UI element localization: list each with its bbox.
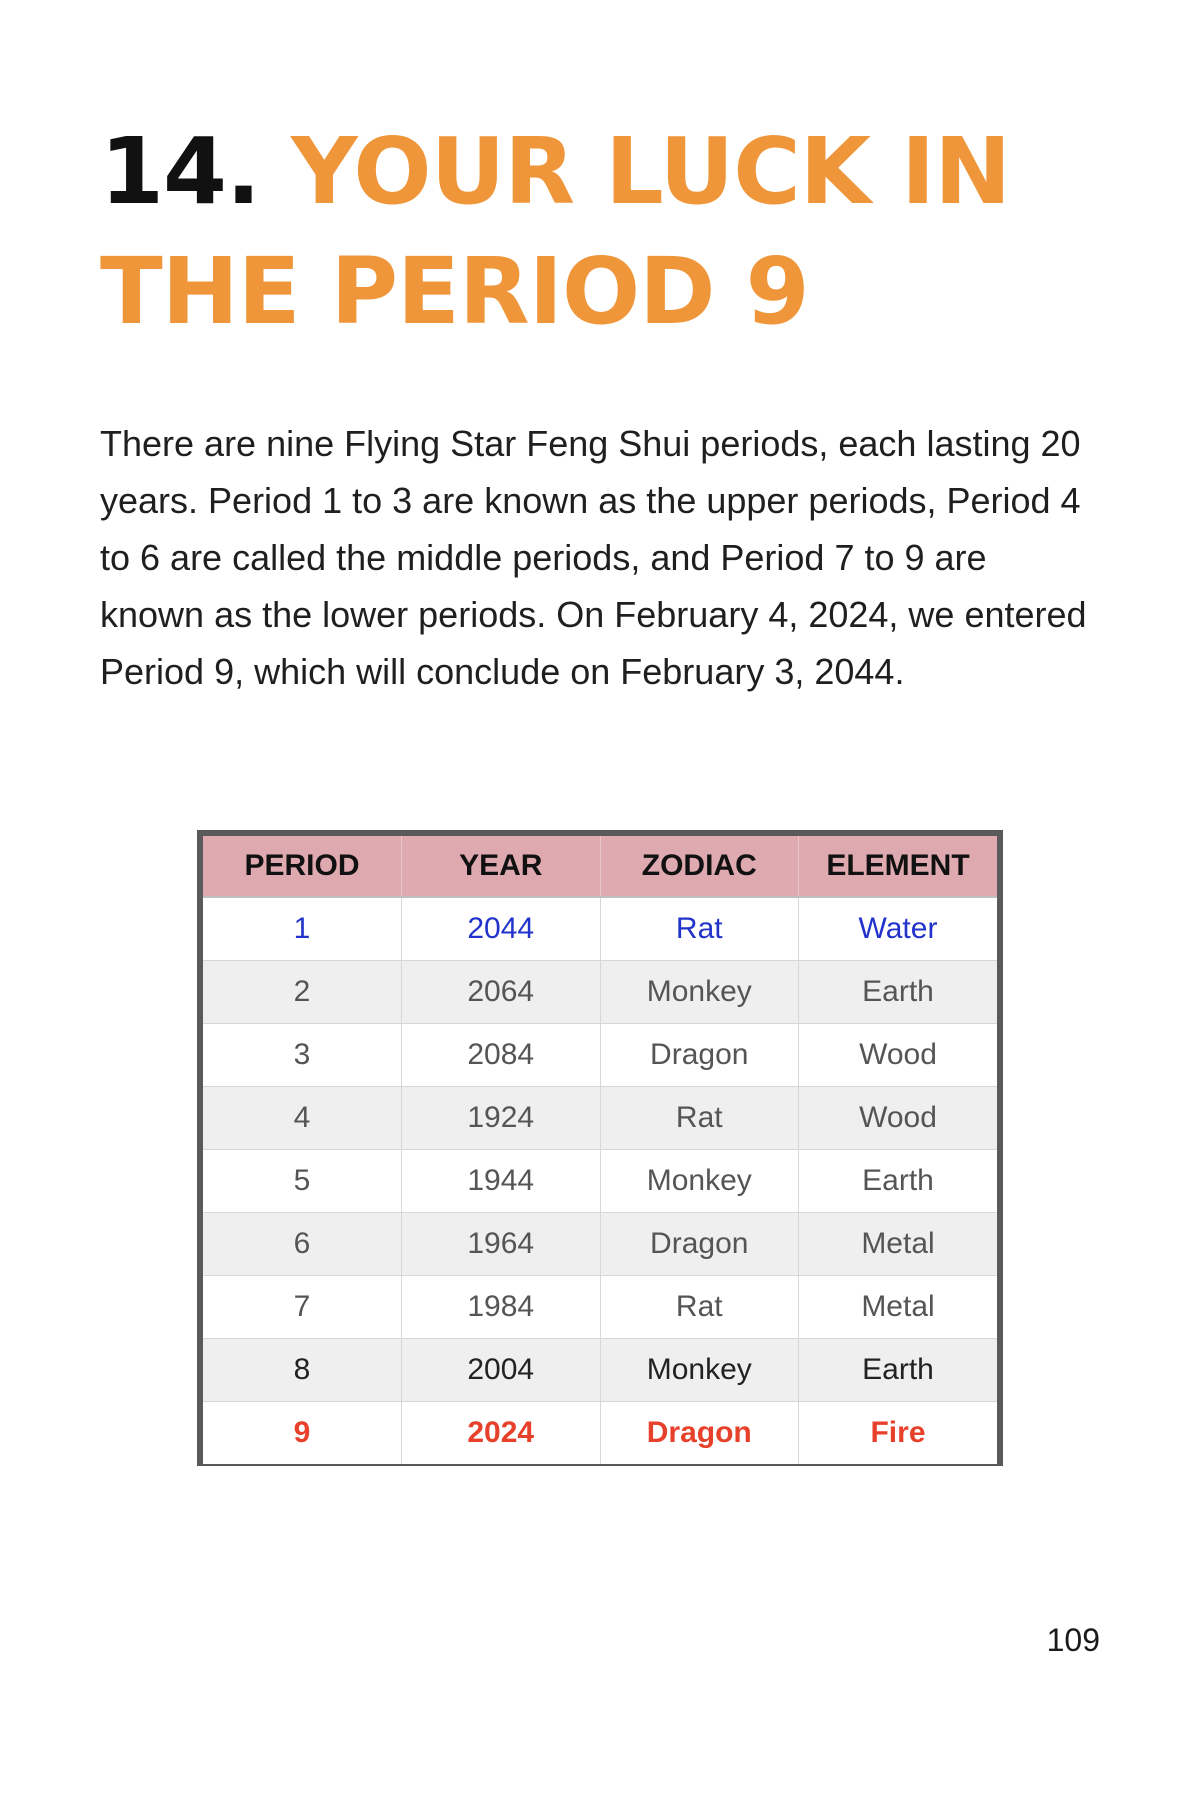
cell-element: Metal: [799, 1213, 998, 1276]
cell-period: 2: [203, 961, 402, 1024]
header-period: PERIOD: [203, 836, 402, 897]
chapter-number: 14.: [100, 118, 260, 225]
cell-element: Earth: [799, 1339, 998, 1402]
table-row: [203, 1087, 997, 1150]
cell-zodiac: Monkey: [600, 1150, 799, 1213]
table-header-row: [203, 836, 997, 897]
chapter-title-line-1: YOUR LUCK IN: [291, 118, 1011, 225]
cell-year: 2024: [402, 1402, 601, 1465]
cell-element: Earth: [799, 1150, 998, 1213]
cell-element: Fire: [799, 1402, 998, 1465]
table-row: [203, 1339, 997, 1402]
cell-year: 1924: [402, 1087, 601, 1150]
header-zodiac: ZODIAC: [600, 836, 799, 897]
cell-period: 9: [203, 1402, 402, 1465]
cell-year: 2084: [402, 1024, 601, 1087]
page-number: 109: [1046, 1622, 1100, 1658]
table-row-current-period: [203, 1402, 997, 1465]
cell-zodiac: Rat: [600, 897, 799, 961]
cell-element: Water: [799, 897, 998, 961]
cell-zodiac: Dragon: [600, 1213, 799, 1276]
cell-period: 5: [203, 1150, 402, 1213]
table-row: [203, 1213, 997, 1276]
chapter-heading: [100, 112, 1100, 352]
cell-year: 2064: [402, 961, 601, 1024]
cell-year: 2004: [402, 1339, 601, 1402]
cell-year: 1984: [402, 1276, 601, 1339]
cell-year: 2044: [402, 897, 601, 961]
table-row: [203, 1150, 997, 1213]
cell-period: 3: [203, 1024, 402, 1087]
cell-period: 6: [203, 1213, 402, 1276]
cell-period: 8: [203, 1339, 402, 1402]
period-table-frame: [197, 830, 1003, 1466]
header-year: YEAR: [402, 836, 601, 897]
header-element: ELEMENT: [799, 836, 998, 897]
cell-element: Wood: [799, 1087, 998, 1150]
table-row: [203, 897, 997, 961]
cell-zodiac: Rat: [600, 1087, 799, 1150]
cell-year: 1944: [402, 1150, 601, 1213]
cell-element: Metal: [799, 1276, 998, 1339]
cell-zodiac: Monkey: [600, 961, 799, 1024]
cell-element: Wood: [799, 1024, 998, 1087]
cell-element: Earth: [799, 961, 998, 1024]
chapter-title-line-2: THE PERIOD 9: [100, 238, 809, 345]
cell-zodiac: Dragon: [600, 1024, 799, 1087]
cell-zodiac: Monkey: [600, 1339, 799, 1402]
cell-period: 4: [203, 1087, 402, 1150]
cell-period: 7: [203, 1276, 402, 1339]
cell-year: 1964: [402, 1213, 601, 1276]
table-row: [203, 1276, 997, 1339]
table-row: [203, 961, 997, 1024]
cell-zodiac: Dragon: [600, 1402, 799, 1465]
cell-zodiac: Rat: [600, 1276, 799, 1339]
period-table: [203, 836, 997, 1464]
table-row: [203, 1024, 997, 1087]
cell-period: 1: [203, 897, 402, 961]
intro-paragraph: There are nine Flying Star Feng Shui periods, each lasting 20 years. Period 1 to 3 are known as the upper periods, Period 4 to 6 are called the middle periods, and Period 7 to 9 are known as the lower periods. On February 4, 2024, we entered Period 9, which will conclude on February 3, 2044.: [100, 423, 1087, 692]
